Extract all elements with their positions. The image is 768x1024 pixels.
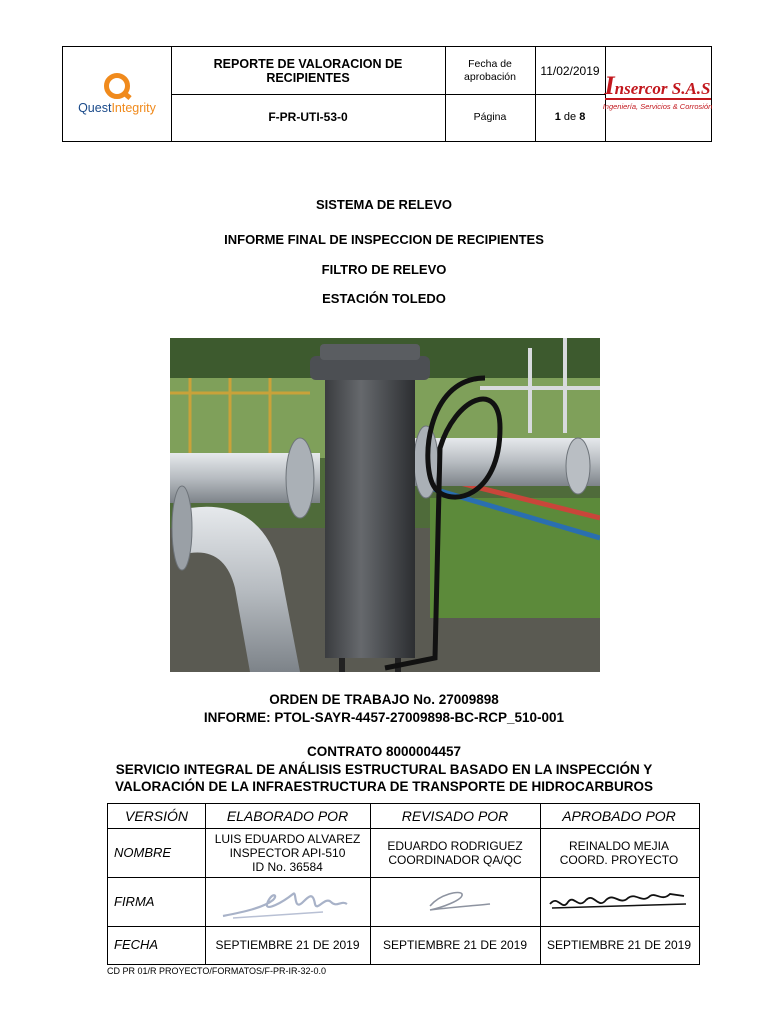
document-header xyxy=(62,46,712,142)
handwritten-signature-3 xyxy=(544,884,694,920)
page-indicator xyxy=(535,94,605,140)
reviewed-name: EDUARDO RODRIGUEZ xyxy=(387,838,523,853)
work-order-number: ORDEN DE TRABAJO No. 27009898 xyxy=(269,692,499,707)
report-title: REPORTE DE VALORACION DE RECIPIENTES xyxy=(213,56,403,85)
page-current: 1 xyxy=(554,111,561,123)
approved-date: SEPTIEMBRE 21 DE 2019 xyxy=(546,937,692,952)
filter-photo xyxy=(170,338,600,672)
title-line-4: ESTACIÓN TOLEDO xyxy=(322,291,446,306)
page-of: de xyxy=(563,111,577,123)
header-reviewed-by: REVISADO POR xyxy=(401,808,509,824)
elaborated-date: SEPTIEMBRE 21 DE 2019 xyxy=(215,937,360,952)
approved-signature xyxy=(540,877,698,926)
service-description-line-2: VALORACIÓN DE LA INFRAESTRUCTURA DE TRANSPORTE DE HIDROCARBUROS xyxy=(114,779,653,794)
form-code: F-PR-UTI-53-0 xyxy=(268,110,348,124)
elaborated-signature xyxy=(205,877,370,926)
elaborated-role: INSPECTOR API-510 xyxy=(229,845,346,860)
header-elaborated-by: ELABORADO POR xyxy=(226,808,349,824)
header-version: VERSIÓN xyxy=(124,808,188,824)
logo-brand-initial: I xyxy=(604,70,615,100)
elaborated-name-cell xyxy=(205,828,370,877)
header-approved-by: APROBADO POR xyxy=(562,808,676,824)
signature-table xyxy=(107,803,700,965)
page-total: 8 xyxy=(579,111,586,123)
reviewed-date: SEPTIEMBRE 21 DE 2019 xyxy=(382,937,528,952)
reviewed-signature xyxy=(370,877,540,926)
logo-tagline: Ingeniería, Servicios & Corrosión xyxy=(602,101,713,111)
logo-brand-rest: nsercor S.A.S xyxy=(614,78,711,98)
page-label: Página xyxy=(473,110,507,123)
quest-integrity-logo xyxy=(63,47,171,140)
row-label-date: FECHA xyxy=(114,936,159,952)
handwritten-signature-2 xyxy=(400,884,510,920)
approval-label: Fecha de aprobación xyxy=(464,57,516,83)
insercor-logo xyxy=(602,47,713,140)
approval-date: 11/02/2019 xyxy=(540,63,600,78)
quest-q-icon xyxy=(104,73,130,99)
contract-number: CONTRATO 8000004457 xyxy=(306,744,462,759)
logo-word-integrity: Integrity xyxy=(111,100,156,115)
footer-file-path: CD PR 01/R PROYECTO/FORMATOS/F-PR-IR-32-0.0 xyxy=(107,966,327,976)
elaborated-name: LUIS EDUARDO ALVAREZ xyxy=(214,831,361,846)
filter-photo-illustration xyxy=(170,338,600,672)
reviewed-name-cell xyxy=(370,828,540,877)
service-description-line-1: SERVICIO INTEGRAL DE ANÁLISIS ESTRUCTURAL BASADO EN LA INSPECCIÓN Y xyxy=(115,762,653,777)
handwritten-signature-1 xyxy=(213,882,363,922)
title-line-2: INFORME FINAL DE INSPECCION DE RECIPIENTES xyxy=(224,232,544,247)
elaborated-id: ID No. 36584 xyxy=(252,859,323,874)
title-line-1: SISTEMA DE RELEVO xyxy=(315,197,453,212)
reviewed-role: COORDINADOR QA/QC xyxy=(388,852,522,867)
approved-name: REINALDO MEJIA xyxy=(568,838,670,853)
title-line-3: FILTRO DE RELEVO xyxy=(321,262,447,277)
report-code: INFORME: PTOL-SAYR-4457-27009898-BC-RCP_510-001 xyxy=(203,710,565,725)
approved-role: COORD. PROYECTO xyxy=(559,852,679,867)
row-label-name: NOMBRE xyxy=(114,844,172,860)
row-label-signature: FIRMA xyxy=(114,893,155,909)
logo-word-quest: Quest xyxy=(78,100,112,115)
approved-name-cell xyxy=(540,828,698,877)
